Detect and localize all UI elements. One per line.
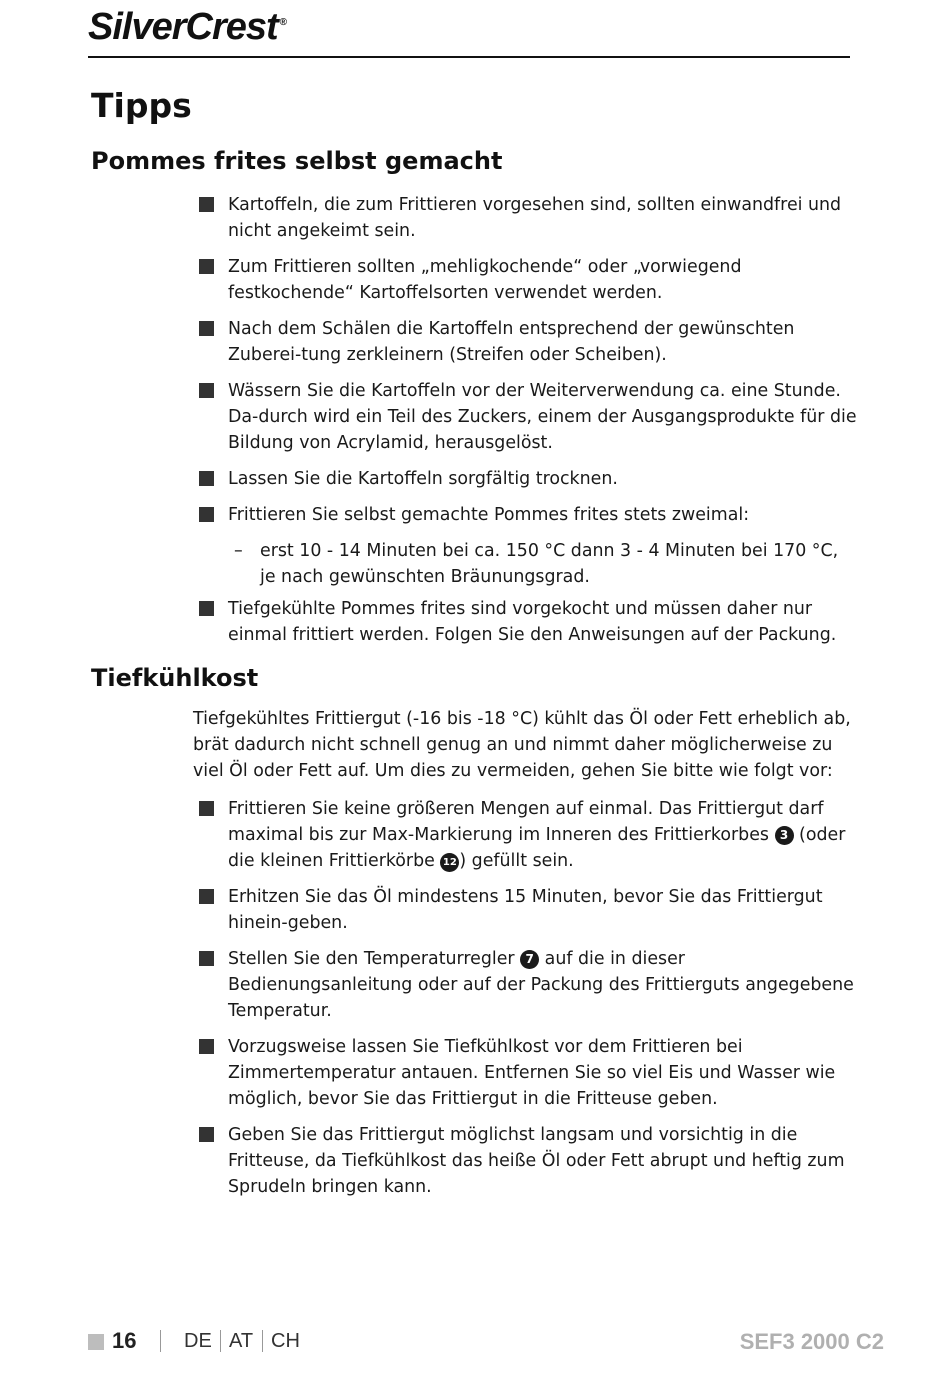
brand-name: SilverCrest — [88, 6, 278, 48]
section-heading-tiefkuehlkost: Tiefkühlkost — [91, 664, 259, 692]
square-bullet-icon — [199, 321, 214, 336]
part-number-12-icon: 12 — [440, 853, 459, 872]
list-item-text: Erhitzen Sie das Öl mindestens 15 Minuten, bevor Sie das Frittiergut hinein-geben. — [228, 887, 823, 933]
brand-logo — [88, 6, 286, 49]
list-item-text: Geben Sie das Frittiergut möglichst langsam und vorsichtig in die Fritteuse, da Tiefkühlkost das heiße Öl oder Fett abrupt und heftig zum Sprudeln bringen kann. — [228, 1125, 845, 1197]
page-number: 16 — [112, 1328, 137, 1353]
list-item — [198, 192, 858, 244]
list-item — [198, 1034, 858, 1112]
page-footer — [88, 1330, 884, 1358]
tiefkuehlkost-intro: Tiefgekühltes Frittiergut (-16 bis -18 °C) kühlt das Öl oder Fett erheblich ab, brät dadurch nicht schnell genug an und nimmt daher möglicherweise zu viel Öl oder Fett auf. Um dies zu vermeiden, gehen Sie bitte wie folgt vor: — [193, 709, 851, 781]
square-bullet-icon — [199, 507, 214, 522]
list-item-text: Kartoffeln, die zum Frittieren vorgesehen sind, sollten einwandfrei und nicht angekeimt sein. — [228, 195, 842, 241]
square-bullet-icon — [199, 889, 214, 904]
tiefkuehlkost-tips-list — [198, 796, 858, 1200]
footer-lang-de: DE — [184, 1330, 212, 1352]
list-item-text: Tiefgekühlte Pommes frites sind vorgekocht und müssen daher nur einmal frittiert werden. Folgen Sie den Anweisungen auf der Packung. — [228, 599, 837, 645]
square-bullet-icon — [199, 471, 214, 486]
square-bullet-icon — [199, 1039, 214, 1054]
list-item-text: Nach dem Schälen die Kartoffeln entsprechend der gewünschten Zuberei-tung zerkleinern (Streifen oder Scheiben). — [228, 319, 795, 365]
list-item — [198, 254, 858, 306]
list-item-text: ) gefüllt sein. — [459, 851, 574, 871]
footer-divider — [220, 1330, 221, 1352]
list-item-text: erst 10 - 14 Minuten bei ca. 150 °C dann 3 - 4 Minuten bei 170 °C, je nach gewünschten Bräunungsgrad. — [260, 541, 839, 587]
part-number-7-icon: 7 — [520, 950, 539, 969]
list-item-text: Stellen Sie den Temperaturregler — [228, 949, 515, 969]
dash-list-item — [198, 538, 858, 590]
square-bullet-icon — [199, 601, 214, 616]
model-number: SEF3 2000 C2 — [739, 1329, 884, 1354]
list-item — [198, 596, 858, 648]
list-item-text: Wässern Sie die Kartoffeln vor der Weiterverwendung ca. eine Stunde. Da-durch wird ein Teil des Zuckers, einem der Ausgangsprodukte für die Bildung von Acrylamid, herausgelöst. — [228, 381, 857, 453]
pommes-tips-list — [198, 192, 858, 648]
list-item-text: auf die in dieser Bedienungsanleitung oder auf der Packung des Frittierguts angegebene Temperatur. — [228, 949, 854, 1021]
list-item — [198, 946, 858, 1024]
list-item — [198, 378, 858, 456]
square-bullet-icon — [199, 197, 214, 212]
list-item — [198, 502, 858, 528]
header-rule — [88, 56, 850, 58]
list-item-text: Lassen Sie die Kartoffeln sorgfältig trocknen. — [228, 469, 618, 489]
footer-divider — [160, 1330, 161, 1352]
square-bullet-icon — [199, 1127, 214, 1142]
list-item-text: Frittieren Sie selbst gemachte Pommes frites stets zweimal: — [228, 505, 750, 525]
list-item — [198, 466, 858, 492]
footer-lang-at: AT — [229, 1330, 254, 1352]
list-item — [198, 1122, 858, 1200]
part-number-3-icon: 3 — [775, 826, 794, 845]
square-bullet-icon — [199, 259, 214, 274]
page-title: Tipps — [91, 86, 192, 125]
list-item — [198, 796, 858, 874]
registered-mark: ® — [279, 17, 287, 29]
footer-lang-ch: CH — [271, 1330, 300, 1352]
section-heading-pommes: Pommes frites selbst gemacht — [91, 147, 503, 175]
list-item-text: (oder die kleinen Frittierkörbe — [228, 825, 846, 871]
square-bullet-icon — [199, 383, 214, 398]
list-item-text: Vorzugsweise lassen Sie Tiefkühlkost vor dem Frittieren bei Zimmertemperatur antauen. Entfernen Sie so viel Eis und Wasser wie möglich, bevor Sie das Frittiergut in die Fritteuse geben. — [228, 1037, 836, 1109]
list-item-text: Zum Frittieren sollten „mehligkochende“ oder „vorwiegend festkochende“ Kartoffelsorten verwendet werden. — [228, 257, 742, 303]
list-item — [198, 316, 858, 368]
footer-divider — [262, 1330, 263, 1352]
square-bullet-icon — [199, 801, 214, 816]
square-bullet-icon — [199, 951, 214, 966]
list-item-text: Frittieren Sie keine größeren Mengen auf einmal. Das Frittiergut darf maximal bis zur Max-Markierung im Inneren des Frittierkorbes — [228, 799, 824, 845]
list-item — [198, 884, 858, 936]
dash-bullet-icon: – — [234, 541, 243, 561]
footer-square-icon — [88, 1334, 104, 1350]
